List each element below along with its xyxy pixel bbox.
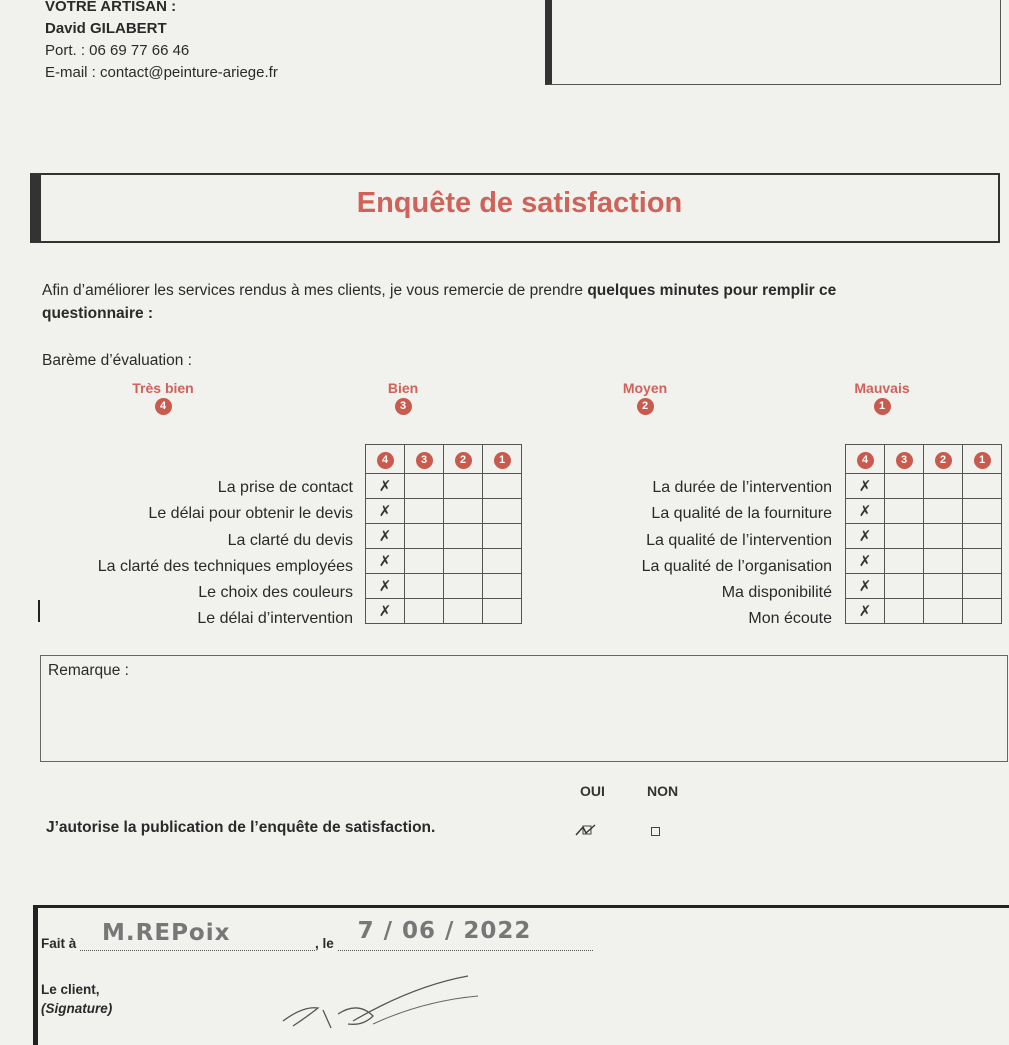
criterion-label: Le choix des couleurs	[198, 584, 353, 602]
scale-level-tres-bien	[113, 380, 213, 415]
non-checkbox[interactable]	[651, 827, 660, 836]
criterion-label: La clarté du devis	[227, 531, 353, 549]
scale-label: Barème d’évaluation :	[42, 352, 192, 369]
criterion-label: La qualité de l’organisation	[641, 557, 832, 575]
rating-cell-4[interactable]	[846, 524, 885, 549]
check-mark-icon: ✗	[378, 527, 392, 545]
rating-badge-2: 2	[455, 452, 472, 469]
intro-bold-2: questionnaire :	[42, 305, 154, 322]
grid-header-cell	[924, 445, 963, 474]
criterion-label: Ma disponibilité	[721, 584, 832, 602]
publication-statement: J’autorise la publication de l’enquête de satisfaction.	[46, 819, 436, 836]
rating-cell-2[interactable]	[924, 599, 963, 624]
rating-cell-4[interactable]	[366, 499, 405, 524]
rating-cell-1[interactable]	[483, 599, 522, 624]
grid-header-cell	[483, 445, 522, 474]
rating-cell-3[interactable]	[405, 474, 444, 499]
rating-cell-2[interactable]	[444, 599, 483, 624]
rating-cell-3[interactable]	[405, 524, 444, 549]
grid-row	[366, 524, 522, 549]
fait-a-line	[41, 918, 593, 951]
grid-row	[846, 499, 1002, 524]
rating-cell-2[interactable]	[924, 524, 963, 549]
signature-section	[33, 905, 1009, 1045]
criterion-label: La durée de l’intervention	[652, 479, 832, 496]
date-field[interactable]	[338, 918, 593, 951]
grid-header-cell	[405, 445, 444, 474]
client-label: Le client,	[41, 982, 100, 997]
rating-cell-1[interactable]	[483, 499, 522, 524]
rating-cell-3[interactable]	[405, 599, 444, 624]
rating-cell-1[interactable]	[963, 574, 1002, 599]
date-handwritten: 7 / 06 / 2022	[357, 918, 532, 944]
check-mark-icon: ✗	[858, 527, 872, 545]
criterion-label: La prise de contact	[217, 479, 353, 496]
intro-bold-1: quelques minutes pour remplir ce	[587, 282, 837, 299]
intro-text	[42, 279, 1002, 325]
grid-row	[366, 499, 522, 524]
rating-cell-1[interactable]	[963, 499, 1002, 524]
fait-a-label: Fait à	[41, 936, 77, 951]
criterion-label: La qualité de l’intervention	[646, 531, 832, 549]
rating-cell-2[interactable]	[924, 474, 963, 499]
grid-header-cell	[885, 445, 924, 474]
check-mark-icon: ✗	[858, 477, 872, 495]
rating-cell-3[interactable]	[885, 574, 924, 599]
scale-level-badge: 2	[637, 398, 654, 415]
rating-cell-1[interactable]	[963, 524, 1002, 549]
check-mark-icon: ✗	[378, 502, 392, 520]
remark-field[interactable]	[40, 655, 1008, 762]
artisan-phone: Port. : 06 69 77 66 46	[45, 42, 190, 59]
rating-cell-4[interactable]	[366, 574, 405, 599]
scale-level-label: Très bien	[132, 380, 194, 396]
check-mark-icon: ✗	[858, 577, 872, 595]
artisan-name: David GILABERT	[45, 20, 167, 37]
rating-cell-4[interactable]	[846, 499, 885, 524]
scale-level-mauvais	[832, 380, 932, 415]
rating-cell-2[interactable]	[444, 574, 483, 599]
rating-cell-1[interactable]	[483, 574, 522, 599]
rating-cell-3[interactable]	[885, 549, 924, 574]
grid-row	[366, 599, 522, 624]
rating-cell-2[interactable]	[444, 474, 483, 499]
check-mark-icon: ✗	[378, 577, 392, 595]
grid-row	[366, 574, 522, 599]
rating-cell-4[interactable]	[366, 549, 405, 574]
criterion-label: Le délai d’intervention	[197, 610, 353, 628]
rating-badge-3: 3	[416, 452, 433, 469]
rating-cell-4[interactable]	[366, 474, 405, 499]
check-mark-icon: ✗	[378, 477, 392, 495]
criterion-label: La qualité de la fourniture	[651, 505, 832, 523]
grid-row	[846, 574, 1002, 599]
le-label: , le	[315, 936, 334, 951]
check-mark-icon: ✗	[378, 602, 392, 620]
rating-cell-2[interactable]	[444, 549, 483, 574]
scale-level-badge: 1	[874, 398, 891, 415]
artisan-info	[45, 0, 278, 84]
rating-cell-1[interactable]	[963, 549, 1002, 574]
rating-cell-3[interactable]	[405, 574, 444, 599]
grid-row	[846, 549, 1002, 574]
rating-cell-4[interactable]	[366, 599, 405, 624]
grid-header-cell	[444, 445, 483, 474]
rating-badge-4: 4	[377, 452, 394, 469]
rating-badge-1: 1	[494, 452, 511, 469]
rating-cell-3[interactable]	[885, 474, 924, 499]
grid-row	[366, 549, 522, 574]
check-mark-icon: ✗	[378, 552, 392, 570]
grid-row	[846, 599, 1002, 624]
rating-cell-1[interactable]	[963, 599, 1002, 624]
rating-cell-2[interactable]	[444, 524, 483, 549]
rating-cell-1[interactable]	[483, 549, 522, 574]
rating-cell-2[interactable]	[924, 499, 963, 524]
rating-cell-3[interactable]	[885, 524, 924, 549]
left-rating-grid	[365, 444, 522, 624]
grid-header-cell	[963, 445, 1002, 474]
grid-row	[846, 474, 1002, 499]
check-mark-icon: ✗	[858, 552, 872, 570]
place-field[interactable]	[80, 920, 315, 951]
grid-header-cell	[846, 445, 885, 474]
checked-box-icon	[574, 823, 598, 837]
oui-label: OUI	[580, 783, 605, 799]
artisan-email: E-mail : contact@peinture-ariege.fr	[45, 64, 278, 81]
grid-row	[846, 524, 1002, 549]
rating-cell-2[interactable]	[444, 499, 483, 524]
rating-cell-1[interactable]	[483, 474, 522, 499]
criterion-label: La clarté des techniques employées	[97, 557, 353, 575]
title-box	[30, 173, 1000, 243]
rating-cell-4[interactable]	[846, 549, 885, 574]
rating-cell-4[interactable]	[366, 524, 405, 549]
scale-level-label: Bien	[387, 380, 419, 396]
rating-cell-1[interactable]	[483, 524, 522, 549]
right-rating-grid	[845, 444, 1002, 624]
scale-level-label: Moyen	[622, 380, 668, 396]
rating-badge-4: 4	[857, 452, 874, 469]
non-label: NON	[647, 783, 679, 799]
rating-cell-3[interactable]	[885, 599, 924, 624]
rating-badge-1: 1	[974, 452, 991, 469]
scale-level-label: Mauvais	[854, 380, 910, 396]
left-criteria-labels	[20, 475, 353, 633]
rating-cell-3[interactable]	[405, 549, 444, 574]
scale-level-badge: 4	[155, 398, 172, 415]
page-title: Enquête de satisfaction	[356, 187, 683, 219]
rating-cell-4[interactable]	[846, 599, 885, 624]
place-handwritten: M.REPoix	[102, 920, 231, 946]
check-mark-icon: ✗	[858, 502, 872, 520]
rating-cell-1[interactable]	[963, 474, 1002, 499]
rating-badge-3: 3	[896, 452, 913, 469]
margin-mark	[38, 600, 40, 622]
remark-label: Remarque :	[48, 662, 129, 679]
right-criteria-labels	[540, 475, 832, 633]
scale-level-bien	[353, 380, 453, 415]
oui-checkbox[interactable]	[574, 823, 598, 837]
grid-header-cell	[366, 445, 405, 474]
intro-normal: Afin d’améliorer les services rendus à mes clients, je vous remercie de prendre	[42, 282, 588, 299]
rating-cell-4[interactable]	[846, 574, 885, 599]
signature-scribble	[263, 966, 493, 1036]
rating-badge-2: 2	[935, 452, 952, 469]
rating-cell-3[interactable]	[885, 499, 924, 524]
criterion-label: Le délai pour obtenir le devis	[148, 505, 353, 523]
check-mark-icon: ✗	[858, 602, 872, 620]
criterion-label: Mon écoute	[748, 610, 832, 628]
scale-level-moyen	[595, 380, 695, 415]
rating-cell-2[interactable]	[924, 549, 963, 574]
client-address-box	[545, 0, 1001, 85]
artisan-heading: VOTRE ARTISAN :	[45, 0, 177, 15]
signature-hint: (Signature)	[41, 1001, 113, 1016]
rating-cell-2[interactable]	[924, 574, 963, 599]
scale-level-badge: 3	[395, 398, 412, 415]
rating-cell-3[interactable]	[405, 499, 444, 524]
grid-row	[366, 474, 522, 499]
rating-cell-4[interactable]	[846, 474, 885, 499]
